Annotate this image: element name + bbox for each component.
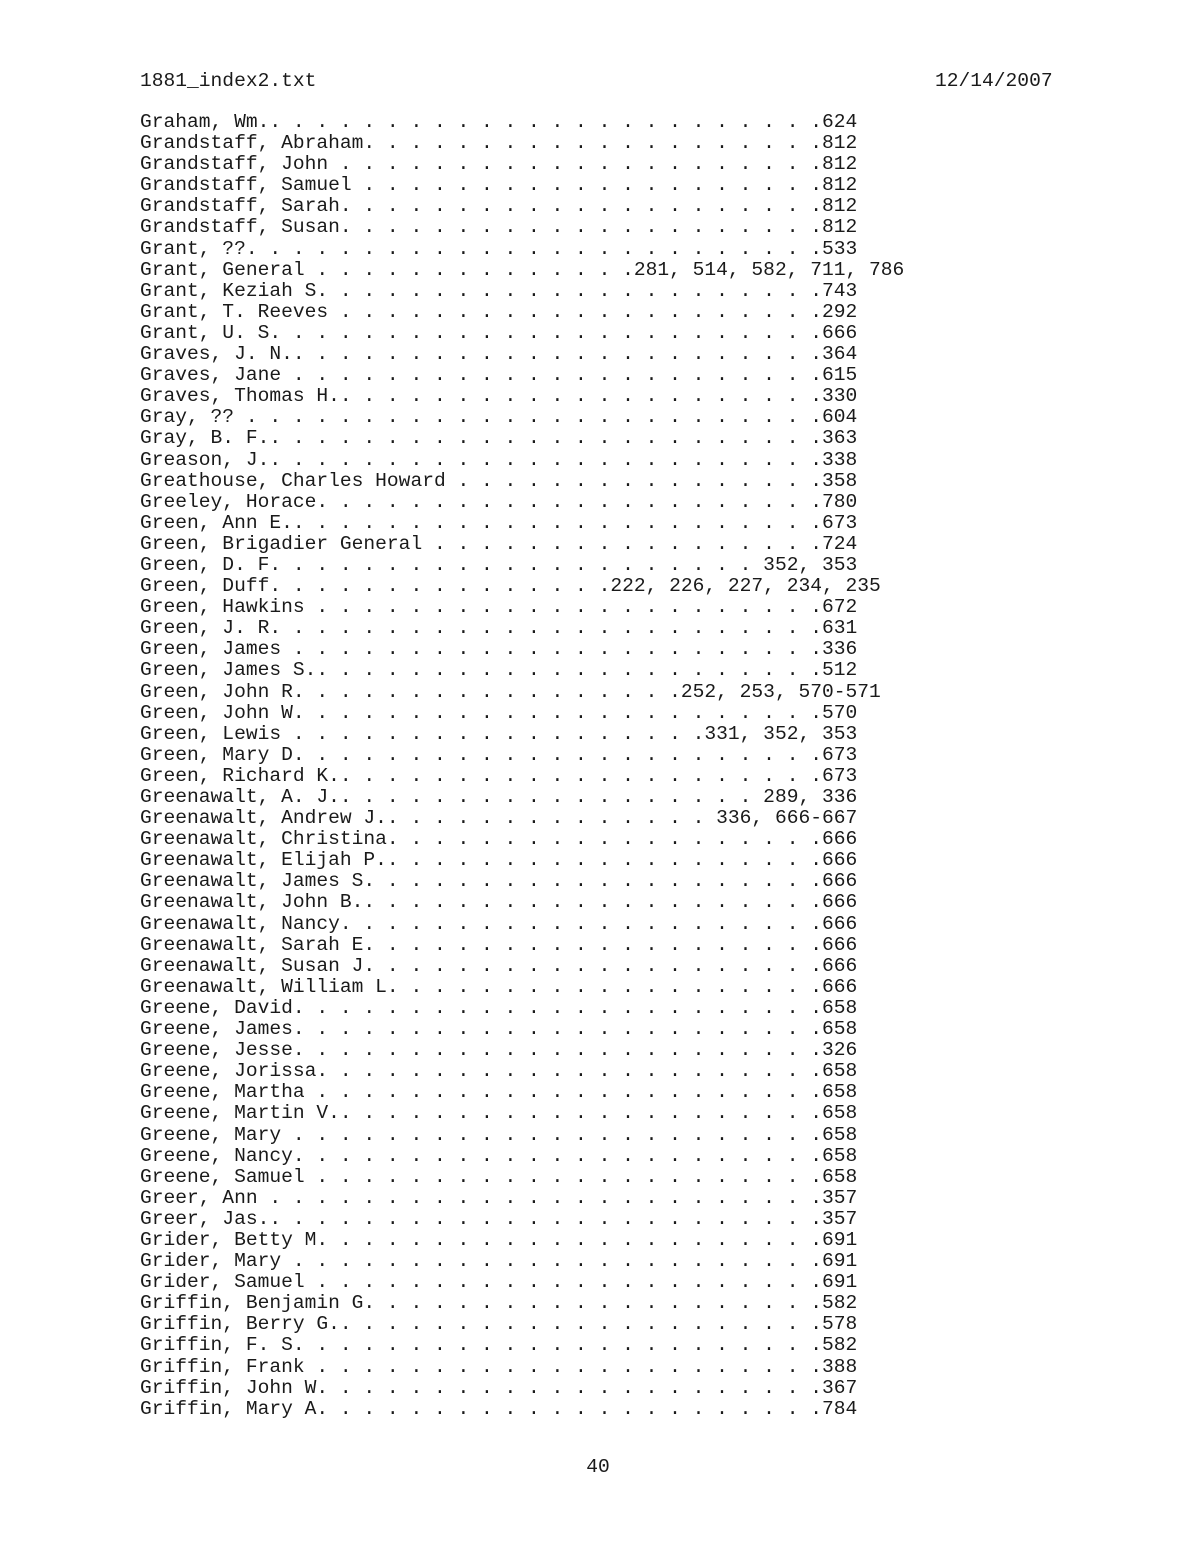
index-entry: Greenawalt, Sarah E. . . . . . . . . . . . . . . . . . . .666 [140,933,858,956]
index-entry: Gray, ?? . . . . . . . . . . . . . . . . . . . . . . . . .604 [140,406,858,429]
index-entry: Greenawalt, James S. . . . . . . . . . . . . . . . . . . .666 [140,870,858,893]
index-entry: Green, John W. . . . . . . . . . . . . . . . . . . . . . .570 [140,701,858,724]
index-entry: Griffin, John W. . . . . . . . . . . . . . . . . . . . . .367 [140,1376,858,1399]
index-entry: Greene, James. . . . . . . . . . . . . . . . . . . . . . .658 [140,1018,858,1041]
index-entry: Gray, B. F.. . . . . . . . . . . . . . . . . . . . . . . .363 [140,427,858,450]
index-list [140,112,904,1420]
index-entry: Greenawalt, Andrew J.. . . . . . . . . . . . . . 336, 666-667 [140,807,858,830]
index-entry: Greenawalt, John B.. . . . . . . . . . . . . . . . . . . .666 [140,891,858,914]
index-entry: Greene, Jesse. . . . . . . . . . . . . . . . . . . . . . .326 [140,1039,858,1062]
index-entry: Griffin, Benjamin G. . . . . . . . . . . . . . . . . . . .582 [140,1292,858,1315]
index-entry: Greathouse, Charles Howard . . . . . . . . . . . . . . . .358 [140,469,858,492]
index-entry: Greenawalt, Nancy. . . . . . . . . . . . . . . . . . . . .666 [140,912,858,935]
index-entry: Greene, David. . . . . . . . . . . . . . . . . . . . . . .658 [140,996,858,1019]
index-entry: Graves, Thomas H.. . . . . . . . . . . . . . . . . . . . .330 [140,385,858,408]
index-entry: Greene, Samuel . . . . . . . . . . . . . . . . . . . . . .658 [140,1165,858,1188]
index-entry: Grandstaff, Susan. . . . . . . . . . . . . . . . . . . . .812 [140,216,858,239]
index-entry: Greene, Jorissa. . . . . . . . . . . . . . . . . . . . . .658 [140,1060,858,1083]
index-entry: Graves, Jane . . . . . . . . . . . . . . . . . . . . . . .615 [140,364,858,387]
index-entry: Grandstaff, John . . . . . . . . . . . . . . . . . . . . .812 [140,153,858,176]
index-entry: Greenawalt, Susan J. . . . . . . . . . . . . . . . . . . .666 [140,954,858,977]
index-entry: Graves, J. N.. . . . . . . . . . . . . . . . . . . . . . .364 [140,343,858,366]
file-name: 1881_index2.txt [140,70,317,92]
index-entry: Green, J. R. . . . . . . . . . . . . . . . . . . . . . . .631 [140,617,858,640]
index-entry: Grant, General . . . . . . . . . . . . . .281, 514, 582, 711, 786 [140,258,905,281]
index-entry: Grider, Samuel . . . . . . . . . . . . . . . . . . . . . .691 [140,1271,858,1294]
index-entry: Green, Hawkins . . . . . . . . . . . . . . . . . . . . . .672 [140,596,858,619]
index-entry: Griffin, F. S. . . . . . . . . . . . . . . . . . . . . . .582 [140,1334,858,1357]
index-entry: Green, James S.. . . . . . . . . . . . . . . . . . . . . .512 [140,659,858,682]
index-entry: Greer, Ann . . . . . . . . . . . . . . . . . . . . . . . .357 [140,1186,858,1209]
index-entry: Grandstaff, Samuel . . . . . . . . . . . . . . . . . . . .812 [140,174,858,197]
index-entry: Green, Lewis . . . . . . . . . . . . . . . . . .331, 352, 353 [140,722,858,745]
index-entry: Green, John R. . . . . . . . . . . . . . . . .252, 253, 570-571 [140,680,881,703]
index-entry: Green, James . . . . . . . . . . . . . . . . . . . . . . .336 [140,638,858,661]
index-entry: Greenawalt, Elijah P.. . . . . . . . . . . . . . . . . . .666 [140,849,858,872]
index-entry: Greenawalt, William L. . . . . . . . . . . . . . . . . . .666 [140,975,858,998]
index-entry: Grant, U. S. . . . . . . . . . . . . . . . . . . . . . . .666 [140,321,858,344]
index-entry: Greenawalt, Christina. . . . . . . . . . . . . . . . . . .666 [140,828,858,851]
index-entry: Graham, Wm.. . . . . . . . . . . . . . . . . . . . . . . .624 [140,111,858,133]
index-entry: Greer, Jas.. . . . . . . . . . . . . . . . . . . . . . . .357 [140,1207,858,1230]
index-entry: Greene, Nancy. . . . . . . . . . . . . . . . . . . . . . .658 [140,1144,858,1167]
index-entry: Greene, Martin V.. . . . . . . . . . . . . . . . . . . . .658 [140,1102,858,1125]
index-entry: Green, Duff. . . . . . . . . . . . . . .222, 226, 227, 234, 235 [140,575,881,598]
index-entry: Greeley, Horace. . . . . . . . . . . . . . . . . . . . . .780 [140,490,858,513]
index-entry: Griffin, Berry G.. . . . . . . . . . . . . . . . . . . . .578 [140,1313,858,1336]
index-entry: Greene, Mary . . . . . . . . . . . . . . . . . . . . . . .658 [140,1123,858,1146]
index-entry: Grant, Keziah S. . . . . . . . . . . . . . . . . . . . . .743 [140,279,858,302]
index-entry: Greene, Martha . . . . . . . . . . . . . . . . . . . . . .658 [140,1081,858,1104]
index-entry: Grider, Betty M. . . . . . . . . . . . . . . . . . . . . .691 [140,1228,858,1251]
index-entry: Griffin, Mary A. . . . . . . . . . . . . . . . . . . . . .784 [140,1397,858,1420]
index-entry: Green, D. F. . . . . . . . . . . . . . . . . . . . . 352, 353 [140,553,858,576]
index-entry: Griffin, Frank . . . . . . . . . . . . . . . . . . . . . .388 [140,1355,858,1378]
index-entry: Grandstaff, Sarah. . . . . . . . . . . . . . . . . . . . .812 [140,195,858,218]
index-entry: Greason, J.. . . . . . . . . . . . . . . . . . . . . . . .338 [140,448,858,471]
index-entry: Grandstaff, Abraham. . . . . . . . . . . . . . . . . . . .812 [140,132,858,155]
index-entry: Grant, T. Reeves . . . . . . . . . . . . . . . . . . . . .292 [140,300,858,323]
index-entry: Green, Ann E.. . . . . . . . . . . . . . . . . . . . . . .673 [140,511,858,534]
index-entry: Green, Brigadier General . . . . . . . . . . . . . . . . .724 [140,532,858,555]
index-entry: Grider, Mary . . . . . . . . . . . . . . . . . . . . . . .691 [140,1250,858,1273]
index-entry: Green, Mary D. . . . . . . . . . . . . . . . . . . . . . .673 [140,743,858,766]
index-entry: Green, Richard K.. . . . . . . . . . . . . . . . . . . . .673 [140,764,858,787]
index-entry: Greenawalt, A. J.. . . . . . . . . . . . . . . . . . 289, 336 [140,786,858,808]
print-date: 12/14/2007 [935,70,1053,92]
page-number: 40 [586,1456,610,1478]
index-entry: Grant, ??. . . . . . . . . . . . . . . . . . . . . . . . .533 [140,237,858,260]
